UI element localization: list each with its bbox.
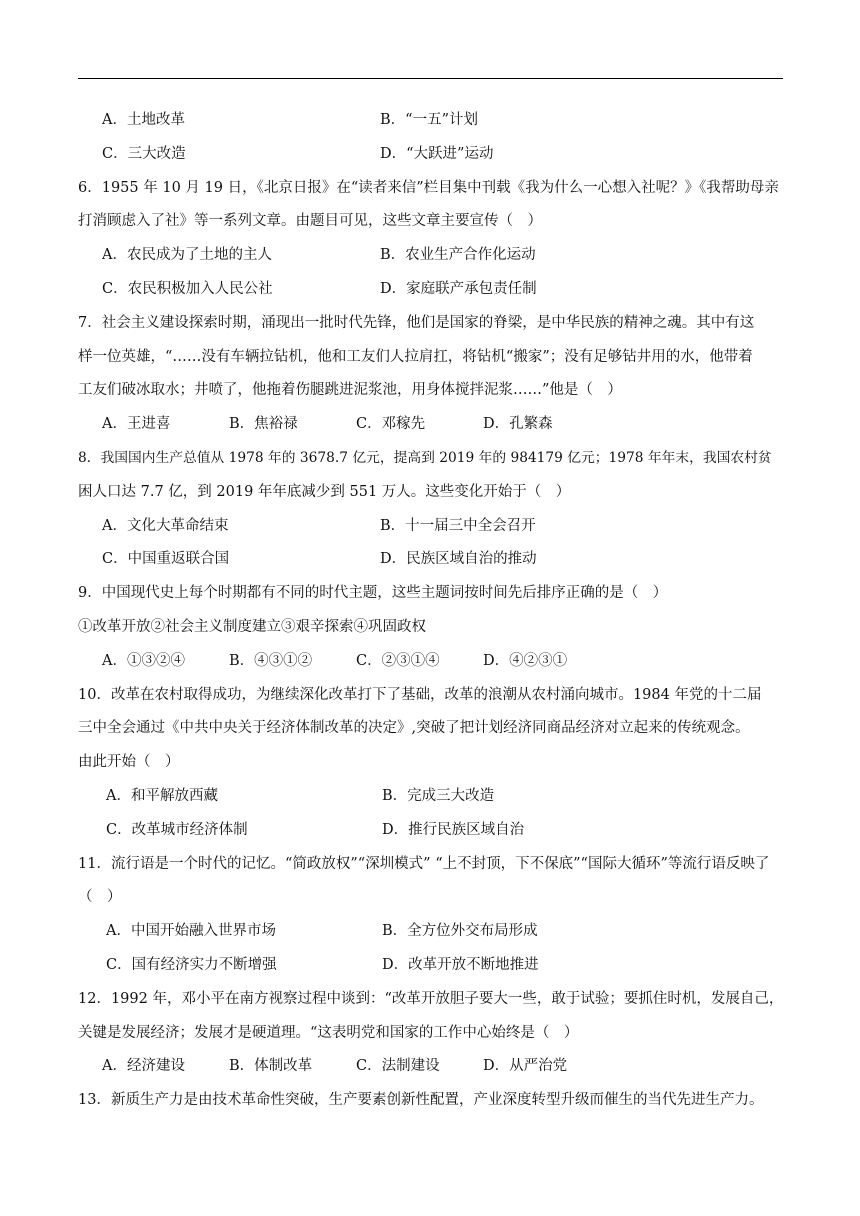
- option-d: D．孔繁森: [483, 416, 553, 433]
- q12-stem-line-2: 关键是发展经济；发展才是硬道理。“这表明党和国家的工作中心始终是（ ）: [78, 1024, 579, 1041]
- option-a: A．文化大革命结束: [102, 517, 229, 534]
- option-d: D．从严治党: [483, 1058, 568, 1075]
- option-d: D．推行民族区域自治: [382, 821, 525, 838]
- option-a: A．农民成为了土地的主人: [102, 247, 272, 264]
- option-c: C．农民积极加入人民公社: [102, 280, 273, 297]
- q10-options-row-1: [78, 780, 783, 814]
- q11-options-row-2: [78, 949, 783, 983]
- q9-stem-line-1: 9．中国现代史上每个时期都有不同的时代主题，这些主题词按时间先后排序正确的是（ ）: [78, 585, 668, 602]
- option-c: C．②③①④: [356, 652, 440, 669]
- q11-stem-line-1: 11．流行语是一个时代的记忆。“简政放权”“深圳模式” “上不封顶，下不保底”“国际大循环”等流行语反映了: [78, 855, 770, 872]
- q8-options-row-2: [78, 543, 783, 577]
- q8-stem-line-1: 8．我国国内生产总值从 1978 年的 3678.7 亿元，提高到 2019 年的 984179 亿元；1978 年年末，我国农村贫: [78, 449, 772, 466]
- q9-options-row: [78, 645, 783, 679]
- header-rule: [78, 78, 783, 79]
- q13-stem-line-1: 13．新质生产力是由技术革命性突破，生产要素创新性配置，产业深度转型升级而催生的当代先进生产力。: [78, 1092, 764, 1109]
- option-b: B．全方位外交布局形成: [382, 923, 538, 940]
- option-b: B．体制改革: [229, 1058, 313, 1075]
- q10-stem-line-2: 三中全会通过《中共中央关于经济体制改革的决定》,突破了把计划经济同商品经济对立起来的传统观念。: [78, 720, 750, 737]
- q7-stem-line-2: 样一位英雄，“……没有车辆拉钻机，他和工友们人拉肩扛，将钻机“搬家”；没有足够钻井用的水，他带着: [78, 348, 753, 365]
- option-a: A．①③②④: [102, 652, 185, 669]
- q6-stem-line-1: 6．1955 年 10 月 19 日，《北京日报》在“读者来信”栏目集中刊载《我为什么一心想入社呢？》《我帮助母亲: [78, 179, 779, 196]
- option-a: A．土地改革: [102, 112, 185, 128]
- q12-options-row: [78, 1050, 783, 1084]
- option-c: C．法制建设: [356, 1058, 440, 1075]
- option-c: C．中国重返联合国: [102, 551, 230, 568]
- option-b: B．“一五”计划: [380, 112, 478, 128]
- option-d: D．家庭联产承包责任制: [380, 280, 537, 297]
- option-b: B．焦裕禄: [229, 416, 298, 433]
- q7-stem-line-3: 工友们破冰取水；井喷了，他拖着伤腿跳进泥浆池，用身体搅拌泥浆……”他是（ ）: [78, 382, 622, 399]
- option-c: C．三大改造: [102, 145, 186, 162]
- q6-options-row-2: [78, 273, 783, 307]
- option-d: D．民族区域自治的推动: [380, 551, 537, 568]
- q10-stem-line-3: 由此开始（ ）: [78, 754, 180, 771]
- option-a: A．经济建设: [102, 1058, 185, 1075]
- question-list: [78, 104, 783, 1118]
- option-c: C．邓稼先: [356, 416, 426, 433]
- q8-stem-line-2: 困人口达 7.7 亿，到 2019 年年底减少到 551 万人。这些变化开始于（ ）: [78, 483, 571, 500]
- q11-stem-line-2: （ ）: [78, 889, 122, 906]
- option-c: C．改革城市经济体制: [106, 821, 248, 838]
- q5-options-row-2: [78, 138, 783, 172]
- q11-options-row-1: [78, 915, 783, 949]
- option-b: B．农业生产合作化运动: [380, 247, 536, 264]
- q8-options-row-1: [78, 510, 783, 544]
- option-d: D．“大跃进”运动: [380, 145, 494, 162]
- option-d: D．④②③①: [483, 652, 568, 669]
- option-b: B．④③①②: [229, 652, 313, 669]
- q6-options-row-1: [78, 239, 783, 273]
- q7-stem-line-1: 7．社会主义建设探索时期，涌现出一批时代先锋，他们是国家的脊梁，是中华民族的精神之魂。其中有这: [78, 314, 755, 331]
- q10-options-row-2: [78, 814, 783, 848]
- option-a: A．和平解放西藏: [106, 787, 218, 804]
- option-c: C．国有经济实力不断增强: [106, 956, 277, 973]
- option-b: B．完成三大改造: [382, 787, 495, 804]
- q5-options-row-1: [78, 104, 783, 138]
- q6-stem-line-2: 打消顾虑入了社》等一系列文章。由题目可见，这些文章主要宣传（ ）: [78, 213, 542, 230]
- option-a: A．王进喜: [102, 416, 171, 433]
- q7-options-row: [78, 408, 783, 442]
- option-a: A．中国开始融入世界市场: [106, 923, 276, 940]
- option-b: B．十一届三中全会召开: [380, 517, 536, 534]
- q12-stem-line-1: 12．1992 年，邓小平在南方视察过程中谈到：“改革开放胆子要大一些，敢于试验；要抓住时机，发展自己，: [78, 990, 784, 1007]
- q10-stem-line-1: 10．改革在农村取得成功，为继续深化改革打下了基础，改革的浪潮从农村涌向城市。1984 年党的十二届: [78, 686, 762, 703]
- q9-stem-line-2: ①改革开放②社会主义制度建立③艰辛探索④巩固政权: [78, 618, 426, 635]
- option-d: D．改革开放不断地推进: [382, 956, 539, 973]
